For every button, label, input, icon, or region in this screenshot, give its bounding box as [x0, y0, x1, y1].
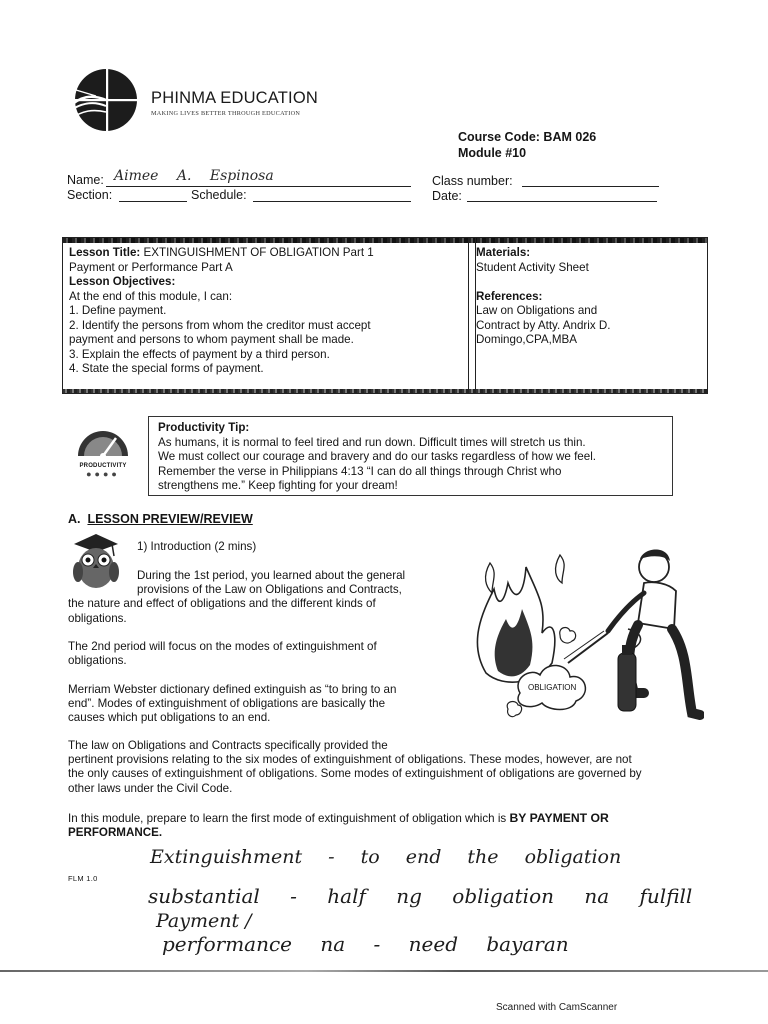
tip-line: We must collect our courage and bravery and do our tasks regardless of how we feel.	[158, 450, 596, 463]
paragraph-line: the nature and effect of obligations and the different kinds of	[68, 597, 376, 611]
section-field[interactable]	[119, 201, 187, 202]
handwritten-note: Payment /	[156, 910, 252, 932]
paragraph-line: obligations.	[68, 611, 127, 625]
brand-name: PHINMA EDUCATION	[151, 89, 318, 107]
tip-line: strengthens me.” Keep fighting for your dream!	[158, 479, 398, 492]
schedule-field[interactable]	[253, 201, 411, 202]
objective-item: 3. Explain the effects of payment by a third person.	[69, 347, 330, 361]
footer-divider	[0, 970, 768, 972]
productivity-tip-box	[148, 416, 673, 496]
tip-title: Productivity Tip:	[158, 421, 250, 434]
module-number: Module #10	[458, 146, 527, 160]
date-field[interactable]	[467, 201, 657, 202]
handwritten-note: substantial - half ng obligation na fulfill	[148, 884, 693, 908]
obligation-cloud-label: OBLIGATION	[528, 683, 577, 692]
course-code: Course Code: BAM 026	[458, 130, 597, 144]
paragraph-line: end”. Modes of extinguishment of obligations are basically the	[68, 697, 386, 711]
extinguisher-illustration	[468, 543, 704, 733]
phinma-logo-icon	[66, 66, 142, 136]
section-title: LESSON PREVIEW/REVIEW	[87, 512, 253, 526]
lesson-title-label: Lesson Title:	[69, 246, 141, 259]
lesson-title-cont: Payment or Performance Part A	[69, 260, 233, 274]
paragraph-line: Merriam Webster dictionary defined extinguish as “to bring to an	[68, 683, 397, 696]
materials-value: Student Activity Sheet	[476, 260, 589, 274]
flm-label: FLM 1.0	[68, 874, 98, 883]
people-icon: ●●●●	[86, 469, 120, 479]
objective-item: 4. State the special forms of payment.	[69, 362, 264, 375]
productivity-label: PRODUCTIVITY	[79, 463, 127, 469]
date-label: Date:	[432, 189, 462, 203]
objective-item: 1. Define payment.	[69, 304, 167, 317]
paragraph-bold: BY PAYMENT OR	[509, 811, 609, 825]
references-label: References:	[476, 289, 543, 303]
paragraph-line: During the 1st period, you learned about the general	[137, 569, 406, 582]
section-label: Section:	[67, 188, 113, 202]
name-field[interactable]: Aimee A. Espinosa	[114, 168, 274, 184]
productivity-icon	[72, 424, 134, 482]
paragraph-line: provisions of the Law on Obligations and Contracts,	[137, 583, 402, 597]
class-number-field[interactable]	[522, 186, 659, 187]
handwritten-note: Extinguishment - to end the obligation	[150, 846, 622, 868]
paragraph-1	[68, 569, 443, 626]
lesson-info-box	[62, 237, 708, 394]
paragraph-line: other laws under the Civil Code.	[68, 781, 233, 795]
paragraph-line: the only causes of extinguishment of obligations. Some modes of extinguishment of obligations are governed by	[68, 767, 642, 781]
reference-line: Contract by Atty. Andrix D.	[476, 318, 611, 332]
lesson-title: EXTINGUISHMENT OF OBLIGATION Part 1	[143, 246, 374, 259]
section-letter: A.	[68, 512, 81, 526]
intro-label: 1) Introduction (2 mins)	[137, 540, 257, 553]
objective-item: 2. Identify the persons from whom the creditor must accept	[69, 318, 371, 332]
section-heading	[68, 512, 253, 526]
objectives-label: Lesson Objectives:	[69, 275, 176, 288]
objectives-intro: At the end of this module, I can:	[69, 289, 233, 303]
paragraph-line: PERFORMANCE.	[68, 826, 163, 840]
paragraph-5	[68, 811, 728, 840]
name-label: Name:	[67, 173, 104, 187]
course-info	[458, 129, 596, 161]
paragraph-line: causes which put obligations to an end.	[68, 711, 271, 725]
schedule-label: Schedule:	[191, 188, 247, 202]
tip-line: As humans, it is normal to feel tired and run down. Difficult times will stretch us thin.	[158, 435, 586, 449]
gauge-icon	[72, 424, 134, 458]
paragraph-line: The 2nd period will focus on the modes of extinguishment of	[68, 640, 377, 653]
materials-label: Materials:	[476, 246, 531, 259]
class-number-label: Class number:	[432, 174, 513, 188]
scanner-watermark: Scanned with CamScanner	[496, 1002, 618, 1013]
paragraph-3	[68, 683, 443, 726]
paragraph-line: pertinent provisions relating to the six modes of extinguishment of obligations. These modes, however, are not	[68, 753, 632, 767]
brand-tagline: MAKING LIVES BETTER THROUGH EDUCATION	[151, 110, 301, 117]
paragraph-line: In this module, prepare to learn the first mode of extinguishment of obligation which is	[68, 812, 507, 825]
paragraph-4	[68, 739, 720, 796]
paragraph-line: The law on Obligations and Contracts specifically provided the	[68, 739, 388, 752]
lesson-right-column	[476, 246, 701, 348]
objective-item: payment and persons to whom payment shall be made.	[69, 333, 354, 346]
handwritten-note: performance na - need bayaran	[162, 932, 569, 956]
reference-line: Law on Obligations and	[476, 304, 598, 317]
name-field-line	[106, 186, 411, 187]
paragraph-line: obligations.	[68, 654, 127, 668]
tip-line: Remember the verse in Philippians 4:13 “I can do all things through Christ who	[158, 464, 562, 478]
lesson-left-column	[69, 246, 464, 377]
reference-line: Domingo,CPA,MBA	[476, 333, 577, 346]
paragraph-2	[68, 640, 443, 668]
